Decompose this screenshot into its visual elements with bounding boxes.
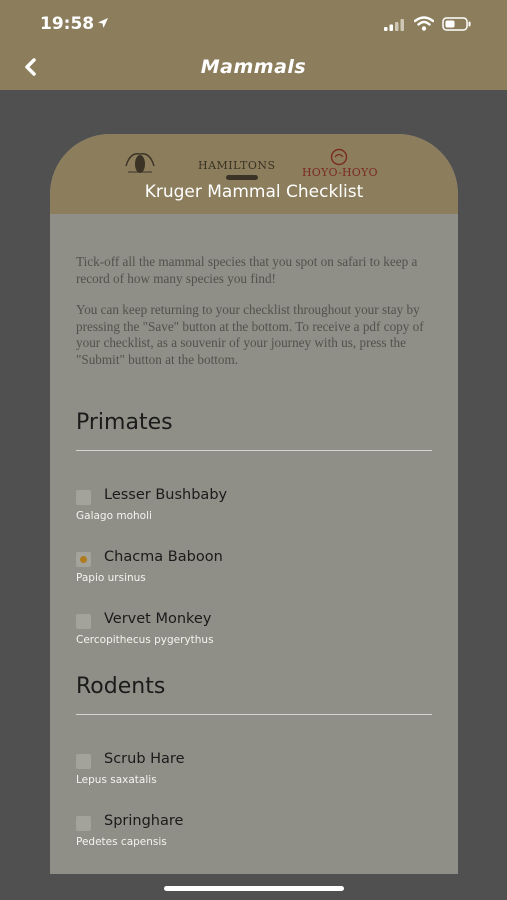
location-arrow-icon	[97, 17, 109, 29]
hamiltons-logo-underline	[226, 175, 258, 180]
scientific-name: Galago moholi	[76, 510, 152, 522]
checklist-item[interactable]	[76, 487, 432, 534]
species-name: Scrub Hare	[104, 751, 185, 767]
section-title: Primates	[76, 410, 173, 435]
hamiltons-logo: HAMILTONS	[198, 159, 276, 172]
scientific-name: Lepus saxatalis	[76, 774, 157, 786]
scientific-name: Cercopithecus pygerythus	[76, 634, 214, 646]
species-name: Lesser Bushbaby	[104, 487, 228, 503]
checkbox-checked[interactable]	[76, 552, 91, 567]
checklist-card	[50, 134, 458, 874]
intro-text	[76, 254, 438, 383]
card-header	[50, 134, 458, 214]
species-name: Springhare	[104, 813, 184, 829]
checkbox[interactable]	[76, 754, 91, 769]
checkbox[interactable]	[76, 490, 91, 505]
checklist-item[interactable]	[76, 751, 432, 798]
battery-icon	[442, 17, 472, 31]
hoyo-hoyo-logo: HOYO-HOYO	[302, 166, 378, 179]
status-time: 19:58	[40, 14, 95, 34]
checkbox[interactable]	[76, 614, 91, 629]
species-name: Chacma Baboon	[104, 549, 223, 565]
checklist-item[interactable]	[76, 549, 432, 596]
checkbox[interactable]	[76, 816, 91, 831]
section-divider	[76, 714, 432, 715]
checklist-item[interactable]	[76, 813, 432, 860]
home-indicator[interactable]	[164, 886, 344, 891]
checklist-item[interactable]	[76, 611, 432, 658]
section-title: Rodents	[76, 674, 166, 699]
species-name: Vervet Monkey	[104, 611, 212, 627]
navigation-bar	[0, 0, 507, 90]
page-title: Mammals	[200, 56, 307, 78]
hoyo-hoyo-emblem	[328, 148, 350, 166]
scientific-name: Pedetes capensis	[76, 836, 167, 848]
section-divider	[76, 450, 432, 451]
tanda-tula-logo	[120, 146, 160, 180]
scientific-name: Papio ursinus	[76, 572, 146, 584]
intro-paragraph: You can keep returning to your checklist throughout your stay by pressing the "Save" button at the bottom. To receive a pdf copy of your checklist, as a souvenir of your journey with us, press the "Submit" button at the bottom.	[76, 302, 424, 367]
wifi-icon	[414, 16, 434, 31]
checklist-title: Kruger Mammal Checklist	[144, 182, 364, 202]
partner-logos	[50, 146, 458, 180]
intro-paragraph: Tick-off all the mammal species that you spot on safari to keep a record of how many species you find!	[76, 254, 418, 286]
cellular-signal-icon	[384, 19, 406, 31]
